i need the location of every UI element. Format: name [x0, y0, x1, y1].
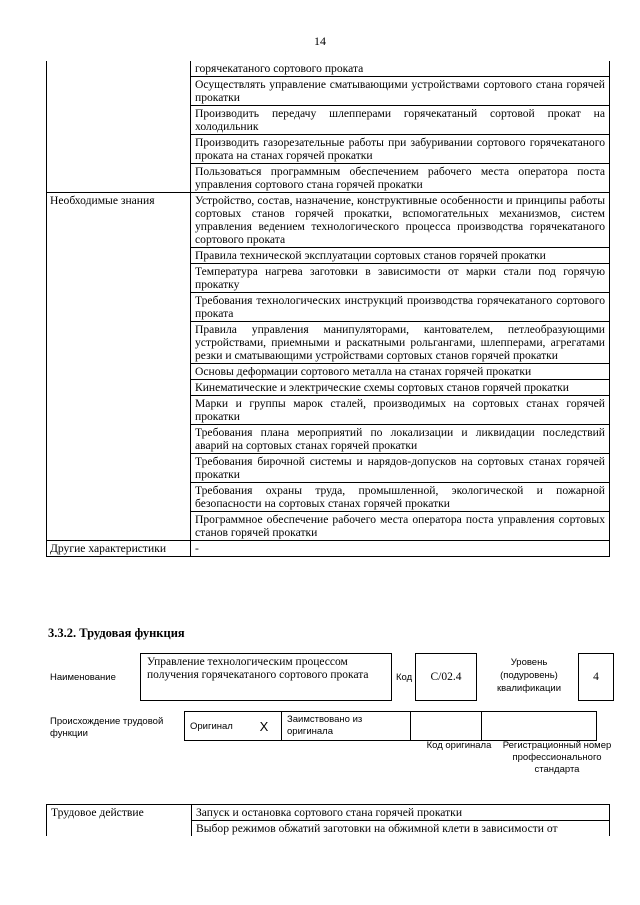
row-description: Производить газорезательные работы при забуривании сортового горячекатаного проката на станах горячей прокатки	[191, 135, 610, 164]
table-row	[47, 805, 610, 821]
level-label: Уровень (подуровень) квалификации	[496, 657, 562, 694]
origin-label: Происхождение трудовой функции	[50, 716, 164, 739]
row-description: Требования охраны труда, промышленной, экологической и пожарной безопасности на сортовых станах горячей прокатки	[191, 483, 610, 512]
row-description: Требования технологических инструкций производства горячекатаного сортового проката	[191, 293, 610, 322]
original-mark: X	[247, 712, 282, 741]
function-code-value: C/02.4	[415, 653, 477, 701]
row-description: Правила технической эксплуатации сортовых станов горячей прокатки	[191, 248, 610, 264]
row-label: Другие характеристики	[47, 541, 191, 557]
reg-number-cell	[482, 712, 597, 741]
level-value: 4	[578, 653, 614, 701]
code-original-label: Код оригинала	[426, 740, 492, 751]
section-heading: 3.3.2. Трудовая функция	[48, 626, 185, 640]
table-row	[47, 541, 610, 557]
row-description: Марки и группы марок сталей, производимых на сортовых станах горячей прокатки	[191, 396, 610, 425]
row-description: Кинематические и электрические схемы сортовых станов горячей прокатки	[191, 380, 610, 396]
code-label: Код	[396, 672, 413, 683]
origin-table	[184, 711, 597, 741]
table-row	[47, 61, 610, 77]
row-description: Осуществлять управление сматывающими устройствами сортового стана горячей прокатки	[191, 77, 610, 106]
row-description: -	[191, 541, 610, 557]
row-description: Программное обеспечение рабочего места оператора поста управления сортовых станов горячей прокатки	[191, 512, 610, 541]
reg-number-label: Регистрационный номер профессионального стандарта	[502, 740, 612, 775]
row-description: Требования плана мероприятий по локализации и ликвидации последствий аварий на сортовых станах горячей прокатки	[191, 425, 610, 454]
row-description: горячекатаного сортового проката	[191, 61, 610, 77]
row-description: Основы деформации сортового металла на станах горячей прокатки	[191, 364, 610, 380]
code-original-cell	[411, 712, 482, 741]
requirements-table	[46, 61, 610, 557]
name-label: Наименование	[50, 672, 116, 683]
row-description: Пользоваться программным обеспечением рабочего места оператора поста управления сортового стана горячей прокатки	[191, 164, 610, 193]
function-name-value: Управление технологическим процессом получения горячекатаного сортового проката	[140, 653, 392, 701]
row-description: Производить передачу шлепперами горячекатаный сортовой прокат на холодильник	[191, 106, 610, 135]
row-description: Требования бирочной системы и нарядов-допусков на сортовых станах горячей прокатки	[191, 454, 610, 483]
original-label: Оригинал	[185, 712, 248, 741]
action-item: Запуск и остановка сортового стана горячей прокатки	[192, 805, 610, 821]
row-description: Устройство, состав, назначение, конструктивные особенности и принципы работы сортовых станов горячей прокатки, вспомогательных механизмов, систем управления ведением технологического процесса производства горячекатаного сортового проката	[191, 193, 610, 248]
table-row	[47, 193, 610, 248]
borrowed-label: Заимствовано из оригинала	[282, 712, 411, 741]
row-label: Необходимые знания	[47, 193, 191, 541]
row-description: Правила управления манипуляторами, кантователем, петлеобразующими устройствами, приемными и раскатными рольгангами, шлепперами, агрегатами резки и сматывающими устройствами сортовых станов горячей прокатки	[191, 322, 610, 364]
page-number: 14	[314, 34, 326, 48]
action-item: Выбор режимов обжатий заготовки на обжимной клети в зависимости от	[192, 821, 610, 837]
action-label: Трудовое действие	[47, 805, 192, 837]
row-description: Температура нагрева заготовки в зависимости от марки стали под горячую прокатку	[191, 264, 610, 293]
row-label	[47, 61, 191, 193]
labor-action-table	[46, 804, 610, 836]
